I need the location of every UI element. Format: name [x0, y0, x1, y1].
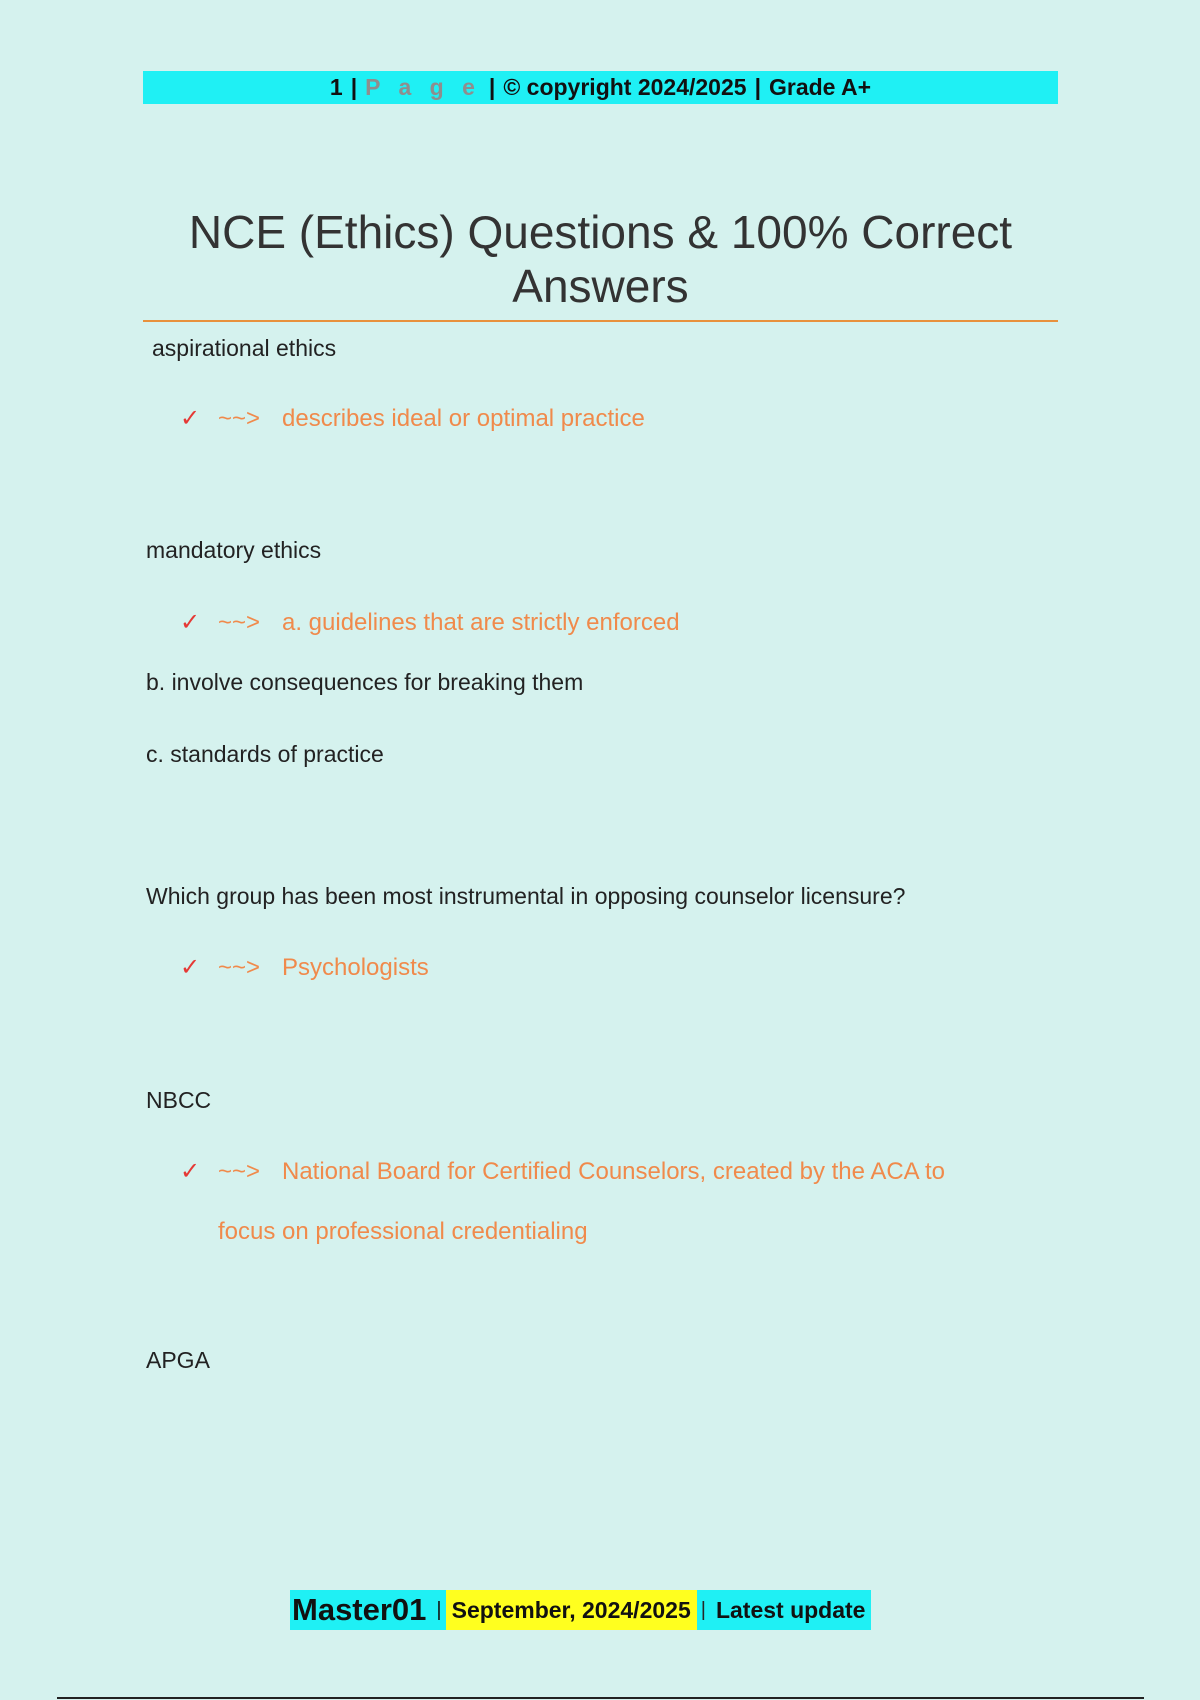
- footer-separator: |: [432, 1590, 445, 1630]
- page-header: [143, 71, 1058, 104]
- arrow-marker: ~~>: [218, 954, 261, 981]
- arrow-marker: ~~>: [218, 609, 261, 636]
- question-text: aspirational ethics: [152, 335, 337, 361]
- bottom-divider: [57, 1697, 1144, 1699]
- brand-name: Master01: [290, 1590, 432, 1630]
- answer-row: [180, 608, 680, 637]
- check-icon: ✓: [180, 954, 201, 981]
- answer-row: [180, 953, 429, 982]
- page-number: 1: [329, 74, 343, 100]
- header-separator: |: [488, 74, 496, 100]
- title-divider: [143, 320, 1058, 322]
- answer-row: [180, 1157, 945, 1186]
- page-footer: [290, 1590, 871, 1630]
- copyright-text: © copyright 2024/2025: [503, 74, 747, 100]
- check-icon: ✓: [180, 609, 201, 636]
- page-label: P a g e: [365, 74, 481, 100]
- answer-extra-line: c. standards of practice: [146, 741, 384, 767]
- answer-extra-line: b. involve consequences for breaking them: [146, 669, 584, 695]
- question-text: NBCC: [146, 1087, 212, 1113]
- title-line-2: Answers: [512, 260, 689, 312]
- answer-continuation: focus on professional credentialing: [218, 1218, 588, 1245]
- grade-text: Grade A+: [769, 74, 872, 100]
- answer-text: describes ideal or optimal practice: [282, 405, 645, 432]
- answer-text: Psychologists: [282, 954, 429, 981]
- check-icon: ✓: [180, 1158, 201, 1185]
- answer-text: a. guidelines that are strictly enforced: [282, 609, 680, 636]
- page-title: [143, 205, 1058, 313]
- title-line-1: NCE (Ethics) Questions & 100% Correct: [188, 206, 1013, 258]
- check-icon: ✓: [180, 405, 201, 432]
- header-separator: |: [754, 74, 761, 100]
- question-text: Which group has been most instrumental in opposing counselor licensure?: [146, 883, 906, 909]
- header-separator: |: [350, 74, 358, 100]
- arrow-marker: ~~>: [218, 405, 261, 432]
- answer-row: [180, 404, 645, 433]
- answer-text: National Board for Certified Counselors, created by the ACA to: [282, 1158, 946, 1185]
- question-text: APGA: [146, 1347, 210, 1373]
- footer-latest-update: Latest update: [710, 1590, 872, 1630]
- question-text: mandatory ethics: [146, 537, 322, 563]
- arrow-marker: ~~>: [218, 1158, 261, 1185]
- footer-separator: |: [697, 1590, 710, 1630]
- footer-date: September, 2024/2025: [446, 1590, 697, 1630]
